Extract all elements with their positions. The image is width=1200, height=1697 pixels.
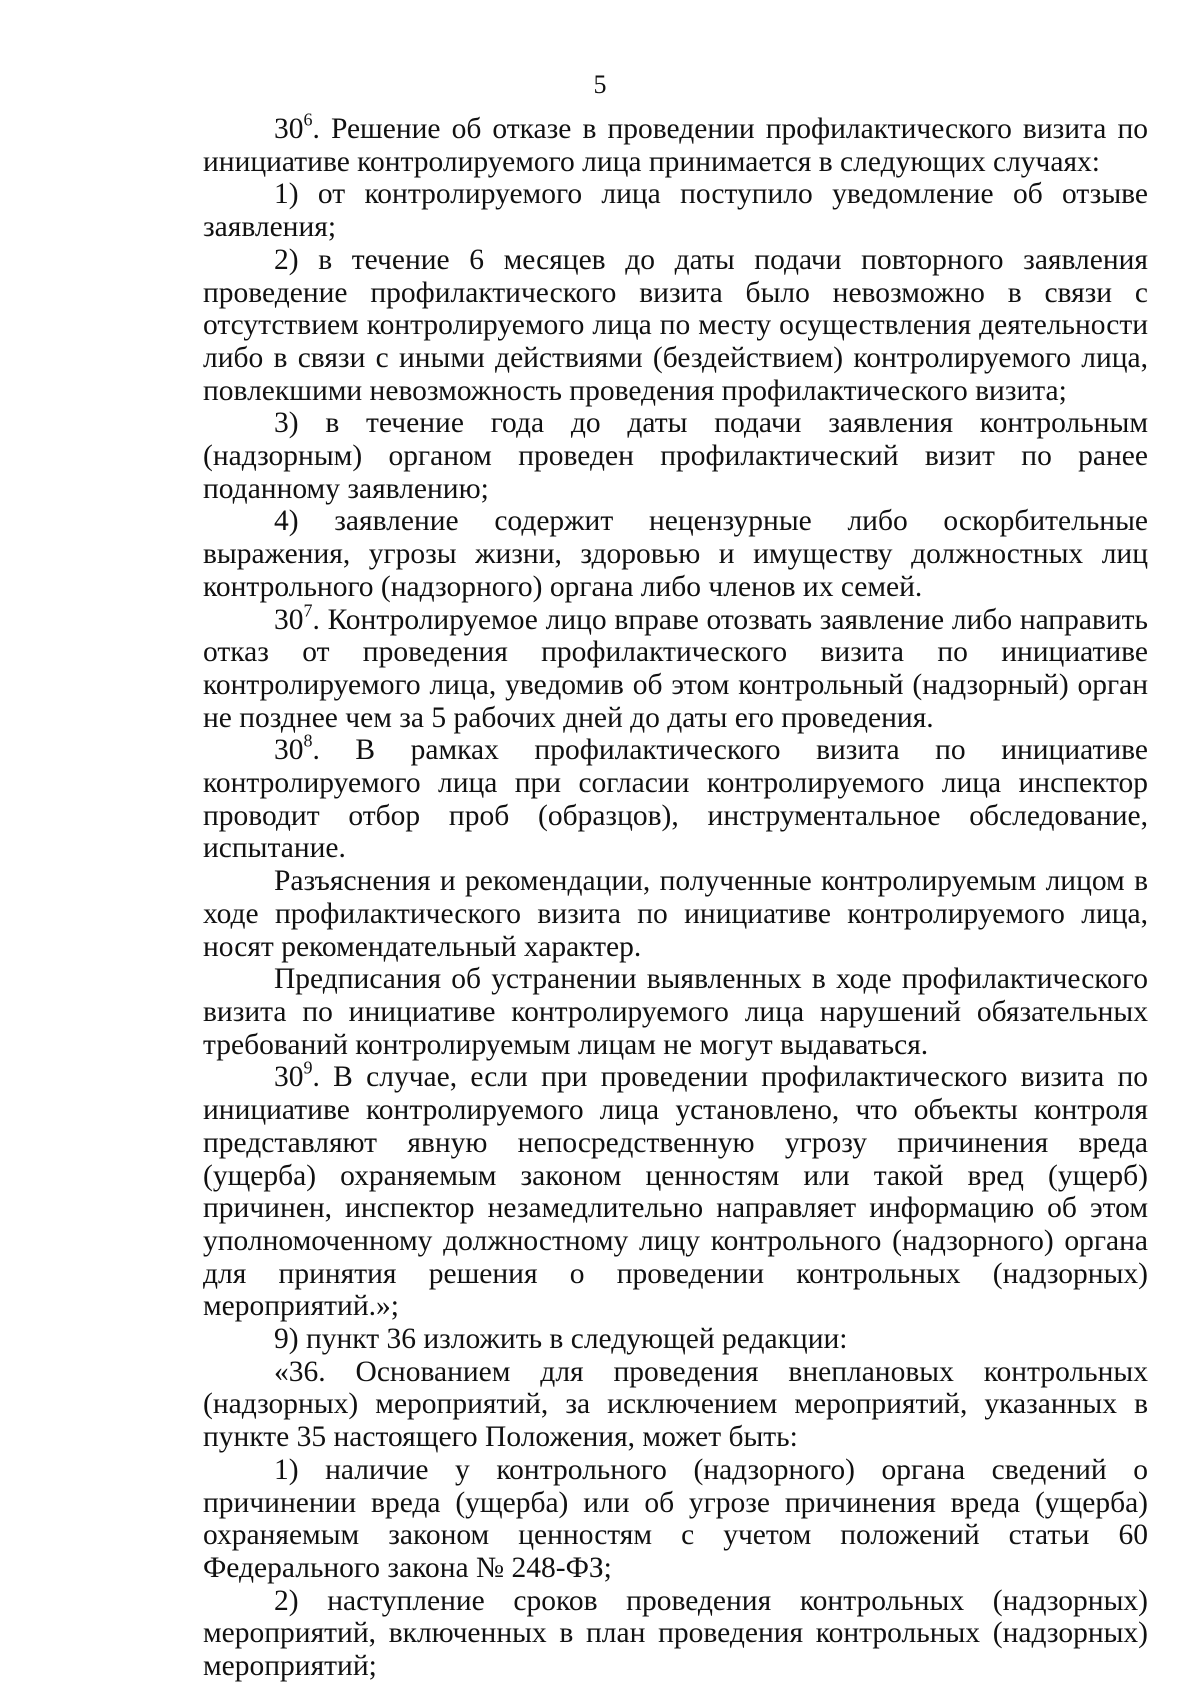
paragraph-text: 9) пункт 36 изложить в следующей редакции: — [274, 1323, 848, 1356]
clause-number: 30 — [274, 113, 304, 145]
paragraph-text: 2) в течение 6 месяцев до даты подачи повторного заявления проведение профилактического визита было невозможно в связи с отсутствием контролируемого лица по месту осуществления деятельности либо в связи с иными действиями (бездействием) контролируемого лица, повлекшими невозможность проведения профилактического визита; — [203, 243, 1148, 407]
clause-superscript: 7 — [303, 599, 313, 620]
paragraph-text: «36. Основанием для проведения внеплановых контрольных (надзорных) мероприятий, за исключением мероприятий, указанных в пункте 35 настоящего Положения, может быть: — [203, 1355, 1148, 1454]
list-item-3 — [203, 407, 1148, 505]
paragraph-text: 1) от контролируемого лица поступило уведомление об отзыве заявления; — [203, 178, 1148, 244]
list-item-2 — [203, 244, 1148, 408]
list-item-36-1 — [203, 1454, 1148, 1585]
paragraph-text: Предписания об устранении выявленных в ходе профилактического визита по инициативе контролируемого лица нарушений обязательных требований контролируемым лицам не могут выдаваться. — [203, 963, 1148, 1061]
paragraph-text: . Решение об отказе в проведении профилактического визита по инициативе контролируемого лица принимается в следующих случаях: — [203, 113, 1148, 178]
list-item-4 — [203, 505, 1148, 603]
paragraph-text: 4) заявление содержит нецензурные либо оскорбительные выражения, угрозы жизни, здоровью и имуществу должностных лиц контрольного (надзорного) органа либо членов их семей. — [203, 505, 1148, 603]
paragraph-text: 2) наступление сроков проведения контрольных (надзорных) мероприятий, включенных в план проведения контрольных (надзорных) мероприятий; — [203, 1584, 1148, 1683]
page-number: 5 — [593, 70, 607, 99]
paragraph-prescriptions — [203, 963, 1148, 1061]
paragraph-text: 1) наличие у контрольного (надзорного) органа сведений о причинении вреда (ущерба) или об угрозе причинения вреда (ущерба) охраняемым законом ценностям с учетом положений статьи 60 Федерального закона № 248-ФЗ; — [203, 1453, 1148, 1584]
paragraph-explanations — [203, 865, 1148, 963]
clause-number: 30 — [274, 603, 304, 636]
paragraph-text: . В рамках профилактического визита по инициативе контролируемого лица при согласии контролируемого лица инспектор проводит отбор проб (образцов), инструментальное обследование, испытание. — [203, 734, 1148, 865]
paragraph-30-8 — [203, 730, 1148, 865]
amendment-item-9 — [203, 1323, 1148, 1356]
clause-superscript: 8 — [303, 730, 313, 751]
paragraph-text: . Контролируемое лицо вправе отозвать заявление либо направить отказ от проведения профилактического визита по инициативе контролируемого лица, уведомив об этом контрольный (надзорный) орган не позднее чем за 5 рабочих дней до даты его проведения. — [203, 603, 1148, 734]
paragraph-30-7 — [203, 599, 1148, 735]
paragraph-30-9 — [203, 1057, 1148, 1323]
clause-superscript: 9 — [303, 1057, 313, 1078]
clause-number: 30 — [274, 1061, 304, 1094]
paragraph-text: Разъяснения и рекомендации, полученные контролируемым лицом в ходе профилактического визита по инициативе контролируемого лица, носят рекомендательный характер. — [203, 865, 1148, 963]
paragraph-text: 3) в течение года до даты подачи заявления контрольным (надзорным) органом проведен профилактический визит по ранее поданному заявлению; — [203, 407, 1148, 505]
paragraph-36 — [203, 1356, 1148, 1454]
paragraph-30-6 — [203, 109, 1148, 178]
list-item-36-2 — [203, 1585, 1148, 1683]
paragraph-text: . В случае, если при проведении профилактического визита по инициативе контролируемого лица установлено, что объекты контроля представляют явную непосредственную угрозу причинения вреда (ущерба) охраняемым законом ценностям или такой вред (ущерб) причинен, инспектор незамедлительно направляет информацию об этом уполномоченному должностному лицу контрольного (надзорного) органа для принятия решения о проведении контрольных (надзорных) мероприятий.»; — [203, 1061, 1148, 1323]
document-body — [203, 109, 1148, 1683]
clause-superscript: 6 — [303, 109, 313, 130]
clause-number: 30 — [274, 734, 304, 767]
list-item-1 — [203, 178, 1148, 243]
